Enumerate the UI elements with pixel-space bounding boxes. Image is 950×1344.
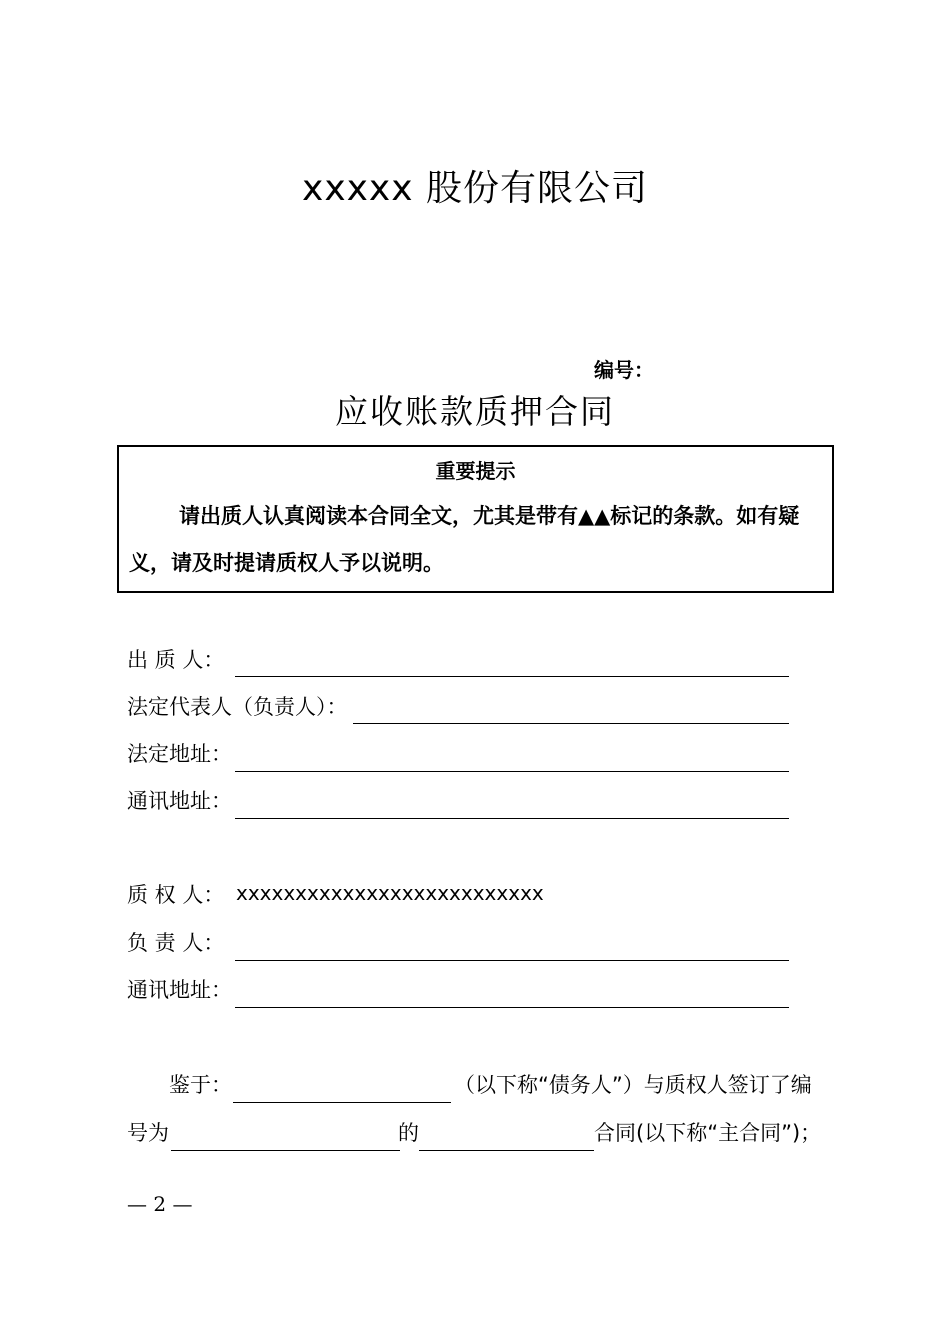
principal-field[interactable] <box>235 960 789 961</box>
pledgee-label: 质 权 人： <box>127 883 225 907</box>
contract-title: 应收账款质押合同 <box>335 392 615 431</box>
legal-address-field[interactable] <box>235 771 789 772</box>
notice-text-line-1: 请出质人认真阅读本合同全文，尤其是带有▲▲标记的条款。如有疑 <box>179 504 800 528</box>
pledgor-mailing-address-field[interactable] <box>235 818 789 819</box>
debtor-clause: （以下称“债务人”）与质权人签订了编 <box>454 1073 812 1097</box>
number-for-label: 号为 <box>127 1121 169 1145</box>
page-number: — 2 — <box>127 1192 193 1216</box>
principal-label: 负 责 人： <box>127 931 225 955</box>
notice-title: 重要提示 <box>435 459 516 483</box>
contract-name-field[interactable] <box>419 1150 594 1151</box>
main-contract-clause: 合同(以下称“主合同”)； <box>594 1121 822 1145</box>
pledgee-mailing-address-label: 通讯地址： <box>127 978 232 1002</box>
of-label: 的 <box>398 1121 419 1145</box>
company-name: xxxxx 股份有限公司 <box>302 168 648 209</box>
debtor-name-field[interactable] <box>233 1102 451 1103</box>
whereas-label: 鉴于： <box>169 1073 232 1097</box>
contract-number-field[interactable] <box>171 1150 400 1151</box>
pledgee-mailing-address-field[interactable] <box>235 1007 789 1008</box>
pledgor-mailing-address-label: 通讯地址： <box>127 789 232 813</box>
legal-rep-field[interactable] <box>353 723 789 724</box>
important-notice-box <box>117 445 834 593</box>
pledgee-value: xxxxxxxxxxxxxxxxxxxxxxxxxx <box>236 881 544 905</box>
legal-address-label: 法定地址： <box>127 742 232 766</box>
pledgor-label: 出 质 人： <box>127 648 225 672</box>
document-number-label: 编号： <box>594 358 654 382</box>
notice-text-line-2: 义，请及时提请质权人予以说明。 <box>129 551 444 575</box>
legal-rep-label: 法定代表人（负责人）： <box>127 695 348 719</box>
pledgor-field[interactable] <box>235 676 789 677</box>
